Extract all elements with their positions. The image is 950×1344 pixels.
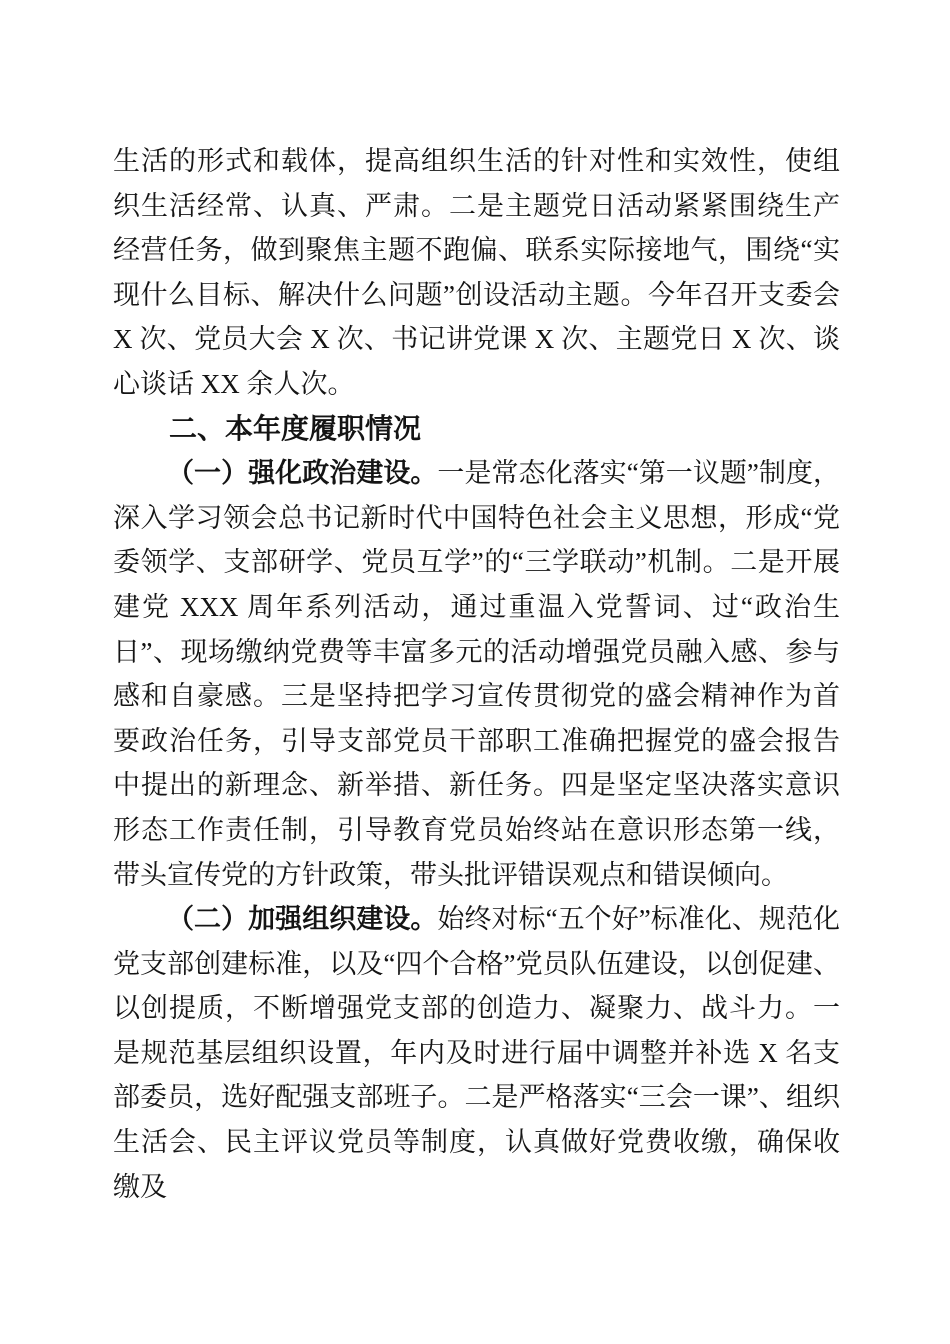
section-heading-text: 二、本年度履职情况 [169, 412, 422, 444]
document-text-block [113, 139, 840, 1209]
section-heading [113, 407, 840, 452]
paragraph [113, 897, 840, 1209]
paragraph [113, 139, 840, 407]
paragraph-text: 生活的形式和载体，提高组织生活的针对性和实效性，使组织生活经常、认真、严肃。二是主题党日活动紧紧围绕生产经营任务，做到聚焦主题不跑偏、联系实际接地气，围绕“实现什么目标、解决什么问题”创设活动主题。今年召开支委会 X 次、党员大会 X 次、书记讲党课 X 次、主题党日 X 次、谈心谈话 XX 余人次。 [113, 146, 840, 399]
paragraph [113, 451, 840, 897]
paragraph-lead: （一）强化政治建设。 [167, 458, 438, 489]
paragraph-lead: （二）加强组织建设。 [167, 904, 438, 935]
paragraph-text: 一是常态化落实“第一议题”制度，深入学习领会总书记新时代中国特色社会主义思想，形成“党委领学、支部研学、党员互学”的“三学联动”机制。二是开展建党 XXX 周年系列活动，通过重温入党誓词、过“政治生日”、现场缴纳党费等丰富多元的活动增强党员融入感、参与感和自豪感。三是坚持把学习宣传贯彻党的盛会精神作为首要政治任务，引导支部党员干部职工准确把握党的盛会报告中提出的新理念、新举措、新任务。四是坚定坚决落实意识形态工作责任制，引导教育党员始终站在意识形态第一线，带头宣传党的方针政策，带头批评错误观点和错误倾向。 [113, 458, 841, 890]
paragraph-text: 始终对标“五个好”标准化、规范化党支部创建标准，以及“四个合格”党员队伍建设，以创促建、以创提质，不断增强党支部的创造力、凝聚力、战斗力。一是规范基层组织设置，年内及时进行届中调整并补选 X 名支部委员，选好配强支部班子。二是严格落实“三会一课”、组织生活会、民主评议党员等制度，认真做好党费收缴，确保收缴及 [113, 904, 841, 1202]
